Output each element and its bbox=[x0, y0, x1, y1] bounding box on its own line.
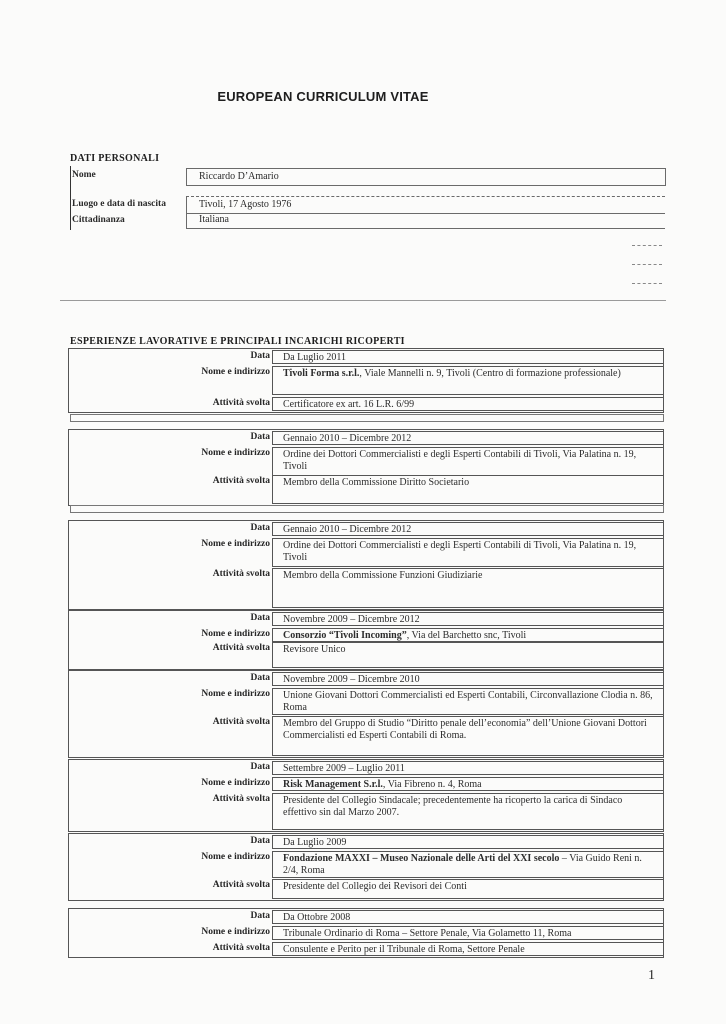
value-name: Ordine dei Dottori Commercialisti e degli Esperti Contabili di Tivoli, Via Palatina n. 19, Tivoli bbox=[272, 538, 664, 567]
value-date: Gennaio 2010 – Dicembre 2012 bbox=[272, 522, 664, 536]
value-date: Settembre 2009 – Luglio 2011 bbox=[272, 761, 664, 775]
organization-name: Fondazione MAXXI – Museo Nazionale delle Arti del XXI secolo bbox=[283, 853, 560, 864]
label-name: Nome e indirizzo bbox=[201, 539, 270, 549]
value-name: Ordine dei Dottori Commercialisti e degli Esperti Contabili di Tivoli, Via Palatina n. 19, Tivoli bbox=[272, 447, 664, 476]
value-activity: Membro della Commissione Funzioni Giudiziarie bbox=[272, 568, 664, 608]
label-activity: Attività svolta bbox=[212, 643, 270, 653]
label-activity: Attività svolta bbox=[212, 398, 270, 408]
entry-separator bbox=[70, 505, 664, 513]
label-activity: Attività svolta bbox=[212, 943, 270, 953]
value-date: Novembre 2009 – Dicembre 2010 bbox=[272, 672, 664, 686]
value-activity: Revisore Unico bbox=[272, 642, 664, 668]
value-citizenship: Italiana bbox=[199, 214, 229, 225]
label-date: Data bbox=[250, 613, 270, 623]
label-date: Data bbox=[250, 911, 270, 921]
label-date: Data bbox=[250, 523, 270, 533]
value-name: Unione Giovani Dottori Commercialisti ed Esperti Contabili, Circonvallazione Clodia n. 86, Roma bbox=[272, 688, 664, 715]
label-name: Nome e indirizzo bbox=[201, 367, 270, 377]
value-date: Da Luglio 2009 bbox=[272, 835, 664, 849]
value-date: Da Ottobre 2008 bbox=[272, 910, 664, 924]
label-name: Nome e indirizzo bbox=[201, 629, 270, 639]
value-activity: Membro del Gruppo di Studio “Diritto penale dell’economia” dell’Unione Giovani Dottori Commercialisti ed Esperti Contabili di Roma. bbox=[272, 716, 664, 756]
value-activity: Presidente del Collegio Sindacale; precedentemente ha ricoperto la carica di Sindaco effettivo sin dal Marzo 2007. bbox=[272, 793, 664, 830]
value-name: Risk Management S.r.l., Via Fibreno n. 4, Roma bbox=[272, 777, 664, 791]
entry-separator bbox=[70, 414, 664, 422]
personal-data-heading: DATI PERSONALI bbox=[70, 153, 160, 164]
value-date: Da Luglio 2011 bbox=[272, 350, 664, 364]
label-activity: Attività svolta bbox=[212, 794, 270, 804]
value-name: Fondazione MAXXI – Museo Nazionale delle Arti del XXI secolo – Via Guido Reni n. 2/4, Roma bbox=[272, 851, 664, 878]
label-date: Data bbox=[250, 351, 270, 361]
label-name: Nome e indirizzo bbox=[201, 689, 270, 699]
organization-name: Tivoli Forma s.r.l. bbox=[283, 368, 360, 379]
label-date: Data bbox=[250, 836, 270, 846]
value-activity: Presidente del Collegio dei Revisori dei Conti bbox=[272, 879, 664, 899]
document-title: EUROPEAN CURRICULUM VITAE bbox=[217, 89, 429, 104]
experience-heading: ESPERIENZE LAVORATIVE E PRINCIPALI INCARICHI RICOPERTI bbox=[70, 336, 405, 347]
label-activity: Attività svolta bbox=[212, 717, 270, 727]
value-birth: Tivoli, 17 Agosto 1976 bbox=[199, 199, 292, 210]
value-activity: Consulente e Perito per il Tribunale di Roma, Settore Penale bbox=[272, 942, 664, 956]
label-name: Nome bbox=[72, 170, 96, 180]
label-activity: Attività svolta bbox=[212, 880, 270, 890]
label-date: Data bbox=[250, 762, 270, 772]
label-date: Data bbox=[250, 673, 270, 683]
value-date: Gennaio 2010 – Dicembre 2012 bbox=[272, 431, 664, 445]
value-activity: Certificatore ex art. 16 L.R. 6/99 bbox=[272, 397, 664, 411]
page-number: 1 bbox=[648, 968, 655, 983]
organization-name: Risk Management S.r.l. bbox=[283, 779, 383, 790]
label-activity: Attività svolta bbox=[212, 476, 270, 486]
value-name: Tribunale Ordinario di Roma – Settore Penale, Via Golametto 11, Roma bbox=[272, 926, 664, 940]
value-activity: Membro della Commissione Diritto Societario bbox=[272, 475, 664, 504]
value-name: Riccardo D’Amario bbox=[199, 171, 279, 182]
label-date: Data bbox=[250, 432, 270, 442]
label-citizenship: Cittadinanza bbox=[72, 215, 125, 225]
label-birth: Luogo e data di nascita bbox=[72, 199, 166, 209]
organization-name: Consorzio “Tivoli Incoming” bbox=[283, 630, 407, 641]
value-name: Tivoli Forma s.r.l., Viale Mannelli n. 9, Tivoli (Centro di formazione professionale) bbox=[272, 366, 664, 395]
label-name: Nome e indirizzo bbox=[201, 448, 270, 458]
label-activity: Attività svolta bbox=[212, 569, 270, 579]
label-name: Nome e indirizzo bbox=[201, 778, 270, 788]
label-name: Nome e indirizzo bbox=[201, 927, 270, 937]
value-date: Novembre 2009 – Dicembre 2012 bbox=[272, 612, 664, 626]
label-name: Nome e indirizzo bbox=[201, 852, 270, 862]
value-name: Consorzio “Tivoli Incoming”, Via del Barchetto snc, Tivoli bbox=[272, 628, 664, 642]
